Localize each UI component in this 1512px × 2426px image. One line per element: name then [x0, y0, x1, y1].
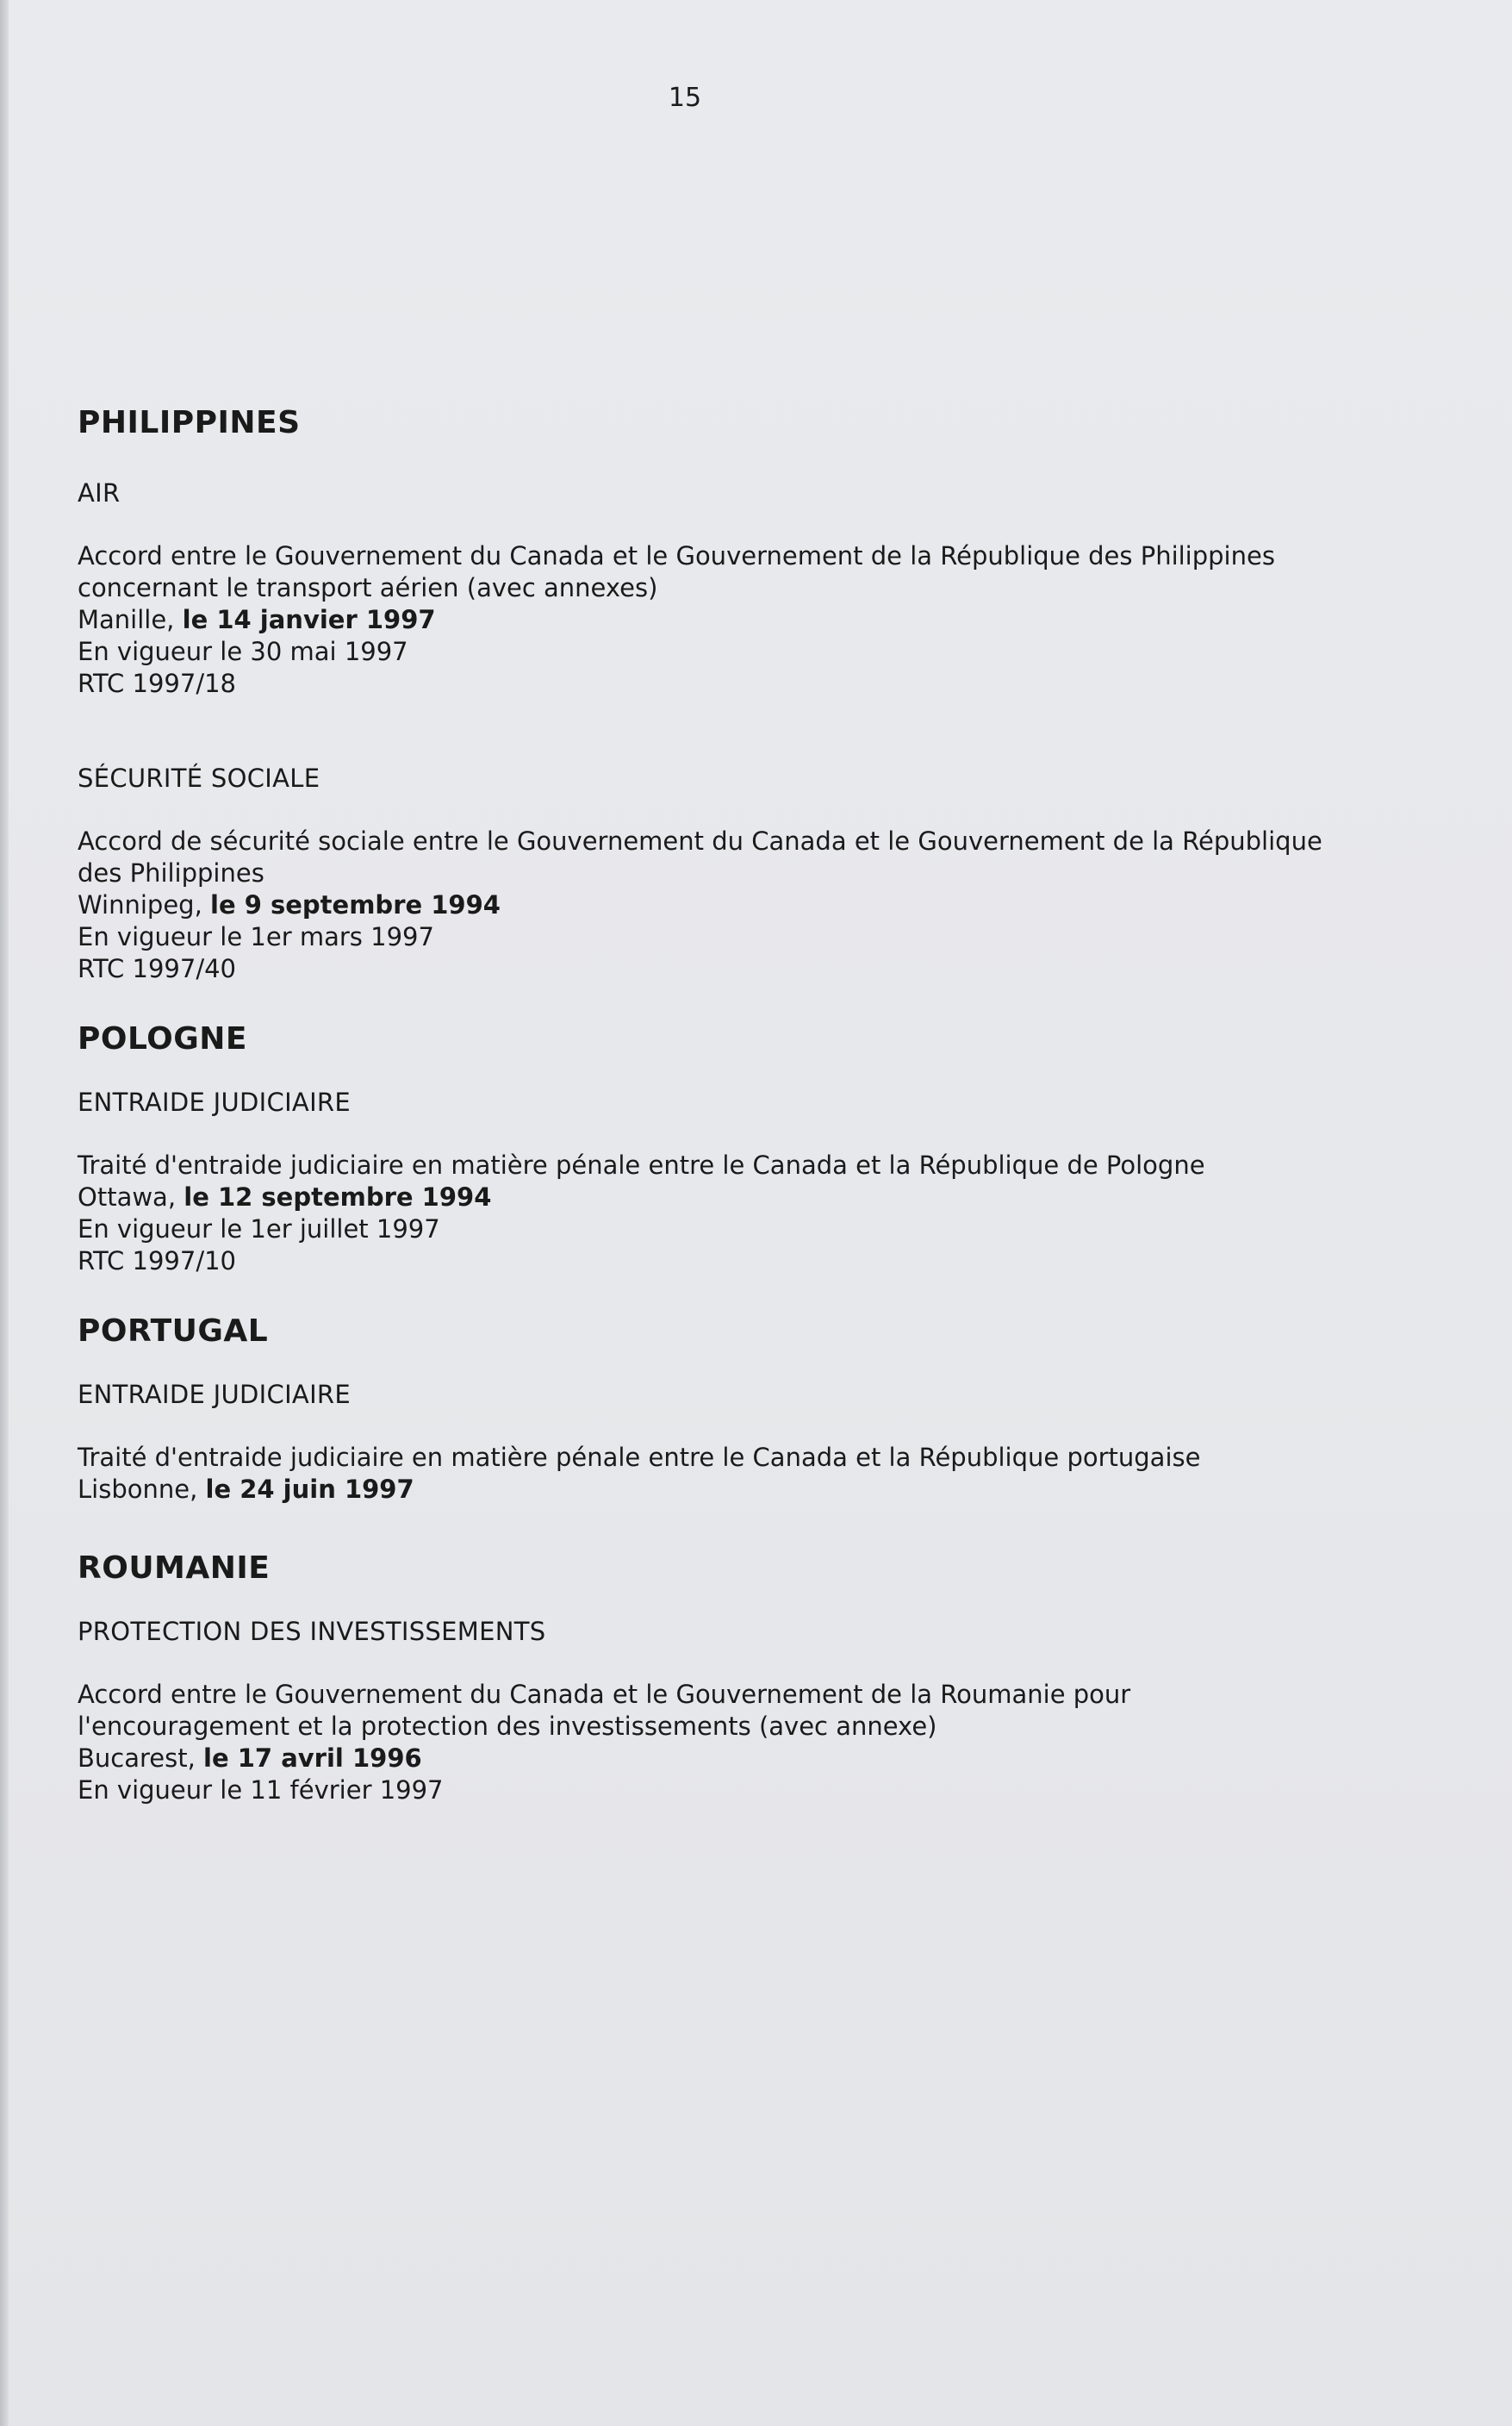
- treaty-title-line: concernant le transport aérien (avec annexes): [78, 573, 658, 602]
- treaty-reference: RTC 1997/10: [78, 1246, 236, 1275]
- treaty-entry: [78, 540, 1370, 700]
- country-heading: PORTUGAL: [78, 1313, 269, 1349]
- treaty-title-line: Accord entre le Gouvernement du Canada et le Gouvernement de la Roumanie pour: [78, 1680, 1131, 1709]
- country-heading: ROUMANIE: [78, 1550, 271, 1586]
- treaty-title-line: l'encouragement et la protection des investissements (avec annexe): [78, 1712, 937, 1741]
- treaty-reference: RTC 1997/40: [78, 954, 236, 983]
- treaty-place: Lisbonne,: [78, 1475, 198, 1504]
- section-pologne: [78, 1021, 1370, 1277]
- treaty-in-force: En vigueur le 30 mai 1997: [78, 637, 408, 666]
- treaty-signature: [78, 1474, 1370, 1506]
- treaty-entry: [78, 826, 1370, 985]
- section-roumanie: [78, 1550, 1370, 1806]
- treaty-signature: [78, 1182, 1370, 1213]
- treaty-reference: RTC 1997/18: [78, 669, 236, 698]
- treaty-title-line: Traité d'entraide judiciaire en matière pénale entre le Canada et la République de Pologne: [78, 1151, 1205, 1180]
- treaty-place: Bucarest,: [78, 1743, 196, 1773]
- country-heading: PHILIPPINES: [78, 405, 301, 440]
- country-heading: POLOGNE: [78, 1021, 248, 1057]
- category-heading: ENTRAIDE JUDICIAIRE: [78, 1380, 351, 1409]
- page-edge-shadow: [0, 0, 9, 2426]
- category-heading: AIR: [78, 478, 121, 508]
- page-number: 15: [668, 83, 702, 113]
- category-heading: ENTRAIDE JUDICIAIRE: [78, 1088, 351, 1117]
- treaty-date: le 9 septembre 1994: [210, 890, 501, 920]
- treaty-list: [78, 405, 1370, 1851]
- treaty-title-line: des Philippines: [78, 858, 264, 888]
- treaty-in-force: En vigueur le 1er juillet 1997: [78, 1214, 440, 1244]
- treaty-entry: [78, 1679, 1370, 1806]
- treaty-entry: [78, 1150, 1370, 1277]
- treaty-place: Manille,: [78, 605, 175, 634]
- treaty-title-line: Accord entre le Gouvernement du Canada et le Gouvernement de la République des Philippines: [78, 541, 1275, 571]
- treaty-date: le 14 janvier 1997: [182, 605, 436, 634]
- treaty-place: Winnipeg,: [78, 890, 202, 920]
- treaty-in-force: En vigueur le 11 février 1997: [78, 1775, 444, 1805]
- category-heading: SÉCURITÉ SOCIALE: [78, 764, 320, 793]
- treaty-signature: [78, 889, 1370, 921]
- category-heading: PROTECTION DES INVESTISSEMENTS: [78, 1617, 546, 1646]
- treaty-date: le 17 avril 1996: [203, 1743, 422, 1773]
- treaty-place: Ottawa,: [78, 1182, 177, 1212]
- treaty-title-line: Accord de sécurité sociale entre le Gouvernement du Canada et le Gouvernement de la République: [78, 826, 1322, 856]
- treaty-entry: [78, 1442, 1370, 1506]
- treaty-date: le 24 juin 1997: [205, 1475, 414, 1504]
- treaty-in-force: En vigueur le 1er mars 1997: [78, 922, 434, 951]
- section-portugal: [78, 1313, 1370, 1506]
- treaty-date: le 12 septembre 1994: [184, 1182, 492, 1212]
- treaty-signature: [78, 1743, 1370, 1774]
- treaty-title-line: Traité d'entraide judiciaire en matière pénale entre le Canada et la République portugaise: [78, 1443, 1201, 1472]
- section-philippines: [78, 405, 1370, 985]
- treaty-signature: [78, 604, 1370, 636]
